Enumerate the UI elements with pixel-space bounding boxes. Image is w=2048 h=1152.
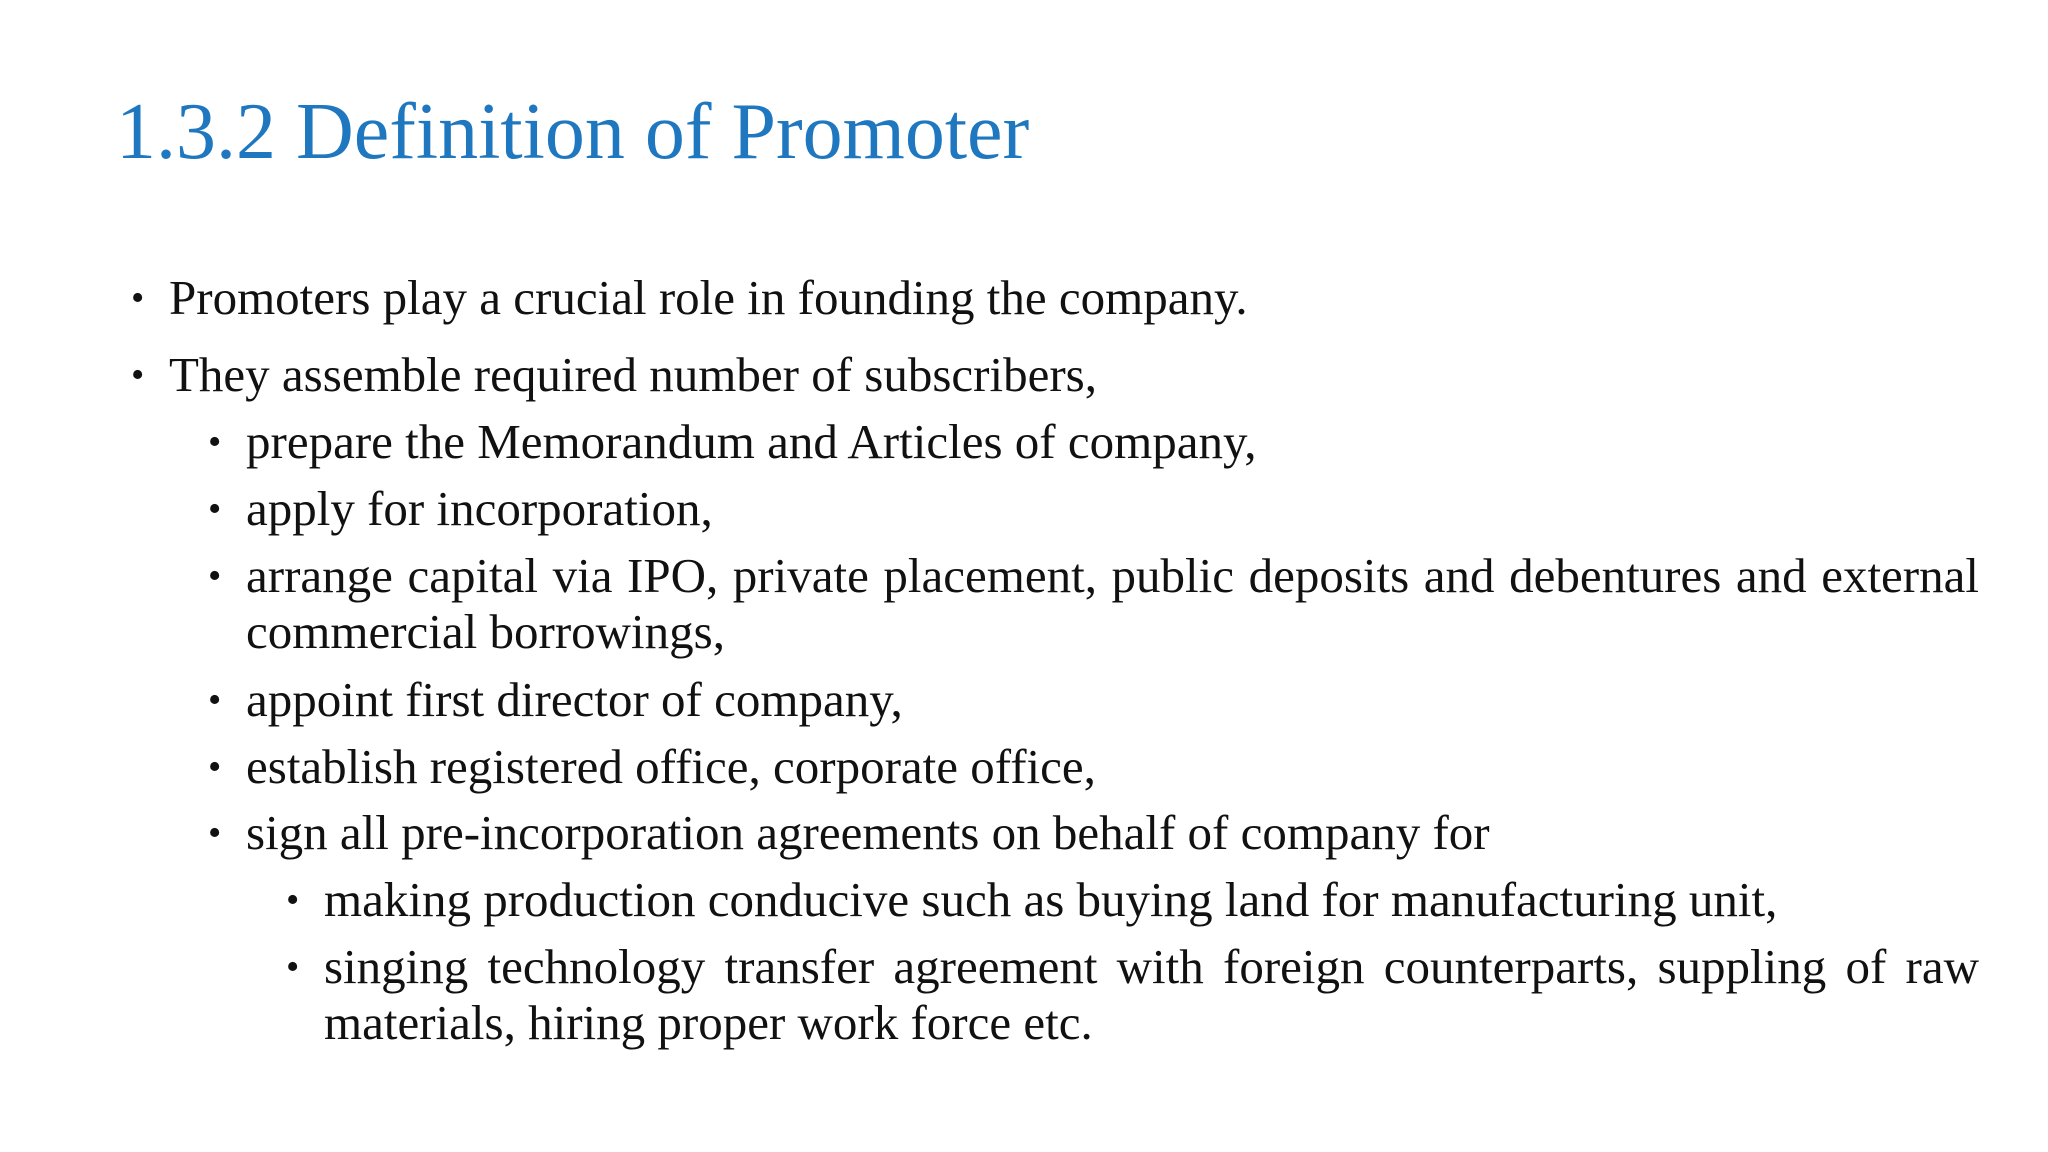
bullet-item bbox=[131, 347, 1979, 403]
sub-bullet-item bbox=[208, 548, 1979, 660]
bullet-text: making production conducive such as buying land for manufacturing unit, bbox=[324, 872, 1778, 927]
bullet-marker: • bbox=[208, 488, 222, 530]
bullet-text: establish registered office, corporate office, bbox=[246, 739, 1096, 794]
sub-bullet-item bbox=[208, 672, 1979, 728]
bullet-text: They assemble required number of subscribers, bbox=[169, 347, 1097, 402]
bullet-text: singing technology transfer agreement with foreign counterparts, suppling of raw materials, hiring proper work force etc. bbox=[324, 939, 1979, 1050]
bullet-marker: • bbox=[286, 879, 300, 921]
sub-bullet-item bbox=[208, 739, 1979, 795]
bullet-marker: • bbox=[286, 946, 300, 988]
bullet-marker: • bbox=[131, 277, 145, 319]
bullet-marker: • bbox=[208, 746, 222, 788]
bullet-text: arrange capital via IPO, private placement, public deposits and debentures and external commercial borrowings, bbox=[246, 548, 1979, 659]
sub-sub-bullet-item bbox=[286, 939, 1979, 1051]
bullet-marker: • bbox=[208, 555, 222, 597]
bullet-text: apply for incorporation, bbox=[246, 481, 713, 536]
bullet-marker: • bbox=[208, 812, 222, 854]
bullet-text: sign all pre-incorporation agreements on behalf of company for bbox=[246, 805, 1490, 860]
sub-bullet-item bbox=[208, 414, 1979, 470]
slide-title: 1.3.2 Definition of Promoter bbox=[116, 88, 1030, 176]
sub-bullet-item bbox=[208, 805, 1979, 861]
bullet-text: prepare the Memorandum and Articles of company, bbox=[246, 414, 1257, 469]
sub-bullet-item bbox=[208, 481, 1979, 537]
bullet-item bbox=[131, 270, 1979, 326]
bullet-text: Promoters play a crucial role in founding the company. bbox=[169, 270, 1248, 325]
bullet-marker: • bbox=[208, 421, 222, 463]
bullet-text: appoint first director of company, bbox=[246, 672, 903, 727]
sub-sub-bullet-item bbox=[286, 872, 1979, 928]
bullet-marker: • bbox=[131, 354, 145, 396]
bullet-marker: • bbox=[208, 679, 222, 721]
